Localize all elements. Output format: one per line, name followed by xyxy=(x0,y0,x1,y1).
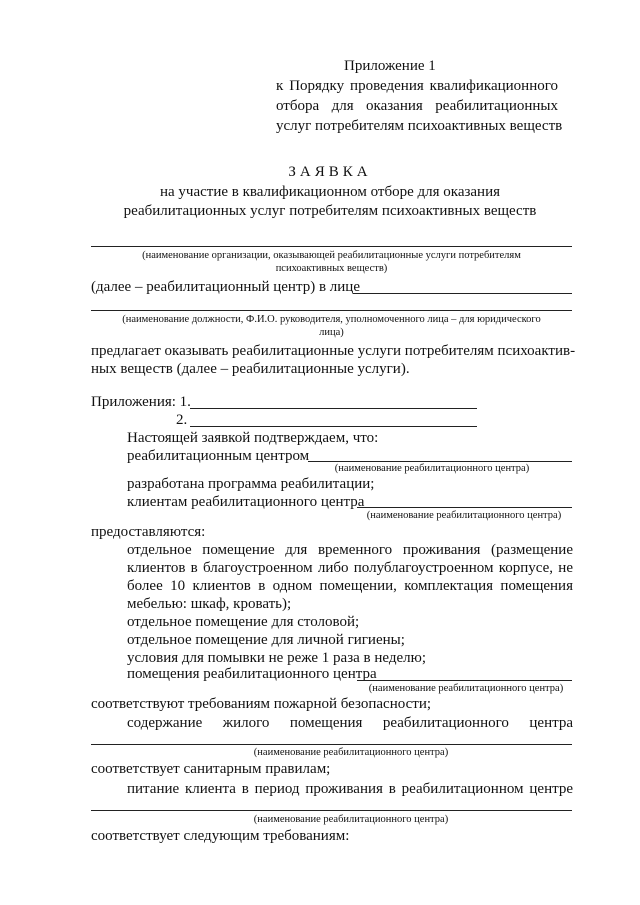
document-subtitle-2: реабилитационных услуг потребителям психоактивных веществ xyxy=(123,203,537,219)
confirm-intro: Настоящей заявкой подтверждаем, что: xyxy=(127,430,379,446)
provision-1-line-4: мебелью: шкаф, кровать); xyxy=(127,596,292,612)
attachment-1-line xyxy=(190,408,477,409)
provision-2: отдельное помещение для столовой; xyxy=(127,614,360,630)
food-caption: (наименование реабилитационного центра) xyxy=(253,814,449,825)
attachments-label: Приложения: 1. xyxy=(91,394,191,410)
attachment-2-label: 2. xyxy=(176,412,188,428)
org-caption-2: психоактивных веществ) xyxy=(275,263,388,274)
position-caption-2: лица) xyxy=(319,327,344,338)
food-text: питание клиента в период проживания в реабилитационном центре xyxy=(127,781,573,797)
provision-3: отдельное помещение для личной гигиены; xyxy=(127,632,405,648)
housing-caption: (наименование реабилитационного центра) xyxy=(253,747,449,758)
clients-line xyxy=(357,507,572,508)
center-by-label: реабилитационным центром xyxy=(127,448,310,464)
document-title: ЗАЯВКА xyxy=(288,164,372,180)
premises-label: помещения реабилитационного центра xyxy=(127,666,377,682)
attachment-2-line xyxy=(190,426,477,427)
document-subtitle-1: на участие в квалификационном отборе для оказания xyxy=(159,184,501,200)
center-by-caption: (наименование реабилитационного центра) xyxy=(334,463,530,474)
appendix-title: Приложение 1 xyxy=(344,58,436,74)
provision-4: условия для помывки не реже 1 раза в неделю; xyxy=(127,650,427,666)
org-name-line xyxy=(91,246,572,247)
appendix-line-1: к Порядку проведения квалификационного xyxy=(276,78,558,94)
housing-line xyxy=(91,744,572,745)
offer-line-1: предлагает оказывать реабилитационные услуги потребителям психоактив- xyxy=(91,343,576,359)
provision-1-line-2: клиентов в благоустроенном либо полублагоустроенном корпусе, не xyxy=(127,560,573,576)
clients-label: клиентам реабилитационного центра xyxy=(127,494,365,510)
fire-safety-text: соответствуют требованиям пожарной безопасности; xyxy=(91,696,432,712)
sanitary-text: соответствует санитарным правилам; xyxy=(91,761,331,777)
provision-1-line-3: более 10 клиентов в одном помещении, комплектация помещения xyxy=(127,578,573,594)
program-text: разработана программа реабилитации; xyxy=(127,476,375,492)
org-caption-1: (наименование организации, оказывающей реабилитационные услуги потребителям xyxy=(142,250,521,261)
premises-line xyxy=(357,680,572,681)
offer-line-2: ных веществ (далее – реабилитационные услуги). xyxy=(91,361,410,377)
provision-1-line-1: отдельное помещение для временного проживания (размещение xyxy=(127,542,573,558)
center-by-line xyxy=(308,461,572,462)
clients-caption: (наименование реабилитационного центра) xyxy=(366,510,562,521)
appendix-line-3: услуг потребителям психоактивных веществ xyxy=(276,118,563,134)
in-person-line xyxy=(353,293,572,294)
food-line xyxy=(91,810,572,811)
position-caption-1: (наименование должности, Ф.И.О. руководителя, уполномоченного лица – для юридического xyxy=(122,314,541,325)
housing-text: содержание жилого помещения реабилитационного центра xyxy=(127,715,573,731)
premises-caption: (наименование реабилитационного центра) xyxy=(368,683,564,694)
provided-text: предоставляются: xyxy=(91,524,206,540)
appendix-line-2: отбора для оказания реабилитационных xyxy=(276,98,558,114)
position-line xyxy=(91,310,572,311)
in-person-label: (далее – реабилитационный центр) в лице xyxy=(91,279,360,295)
requirements-text: соответствует следующим требованиям: xyxy=(91,828,350,844)
